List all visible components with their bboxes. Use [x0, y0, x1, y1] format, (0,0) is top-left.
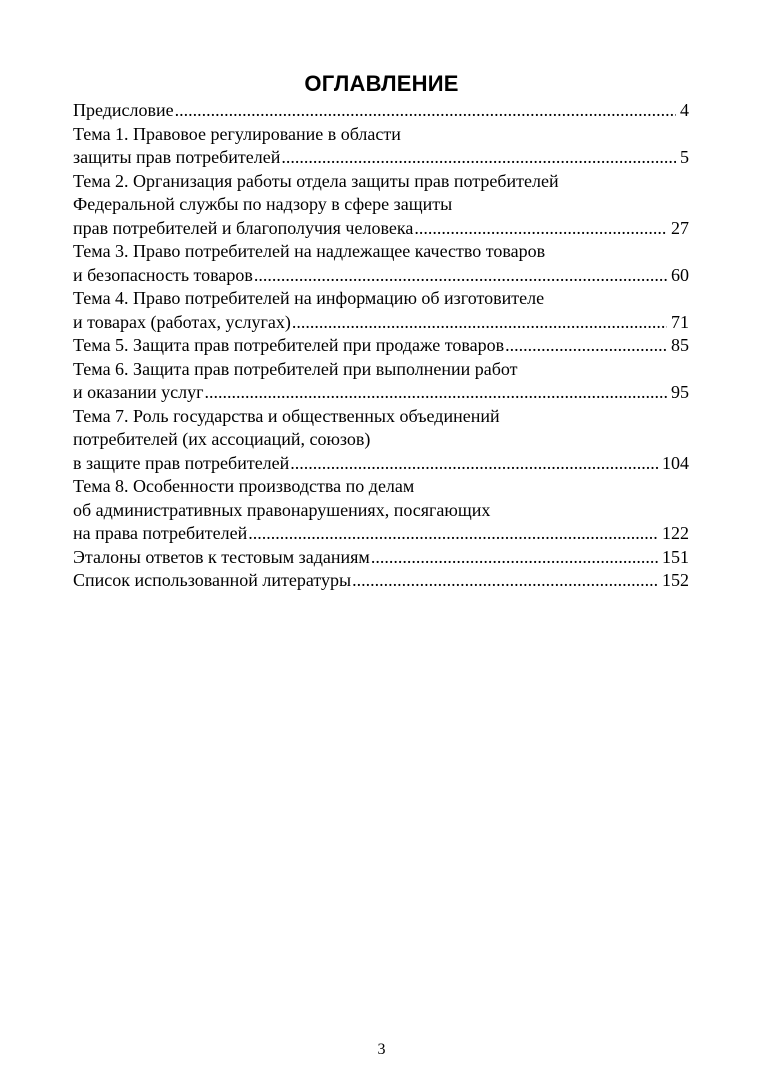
- toc-entry-title: на права потребителей: [73, 523, 248, 543]
- toc-page-number: 60: [671, 264, 689, 285]
- toc-entry: [73, 358, 689, 405]
- toc-page-number: 152: [662, 570, 689, 590]
- toc-entry: [73, 170, 689, 241]
- toc-entry-final-line: [73, 264, 689, 288]
- toc-entry-title: прав потребителей и благополучия человека: [73, 217, 414, 238]
- toc-entry-title: и безопасность товаров: [73, 264, 253, 285]
- toc-entry-line: Тема 7. Роль государства и общественных объединений: [73, 405, 500, 426]
- toc-entry-line: Тема 2. Организация работы отдела защиты прав потребителей: [73, 170, 559, 191]
- dot-leader: [505, 334, 667, 358]
- dot-leader: [175, 99, 676, 123]
- toc-page-number: 5: [680, 147, 689, 167]
- toc-page-number: 104: [662, 452, 689, 473]
- toc-entry-line: Тема 3. Право потребителей на надлежащее качество товаров: [73, 241, 546, 261]
- toc-page-number: 95: [671, 382, 689, 402]
- toc-page-number: 85: [671, 335, 689, 355]
- toc-page-number: 71: [671, 311, 689, 332]
- toc-entry-final-line: [73, 311, 689, 335]
- toc-page-number: 122: [662, 523, 689, 543]
- toc-entry-title: в защите прав потребителей: [73, 452, 290, 473]
- toc-entry-final-line: [73, 334, 689, 358]
- toc-entry-line: об административных правонарушениях, посягающих: [73, 499, 491, 520]
- page-number: 3: [377, 1041, 386, 1058]
- toc-entry: [73, 287, 689, 334]
- toc-entry-title: и оказании услуг: [73, 382, 204, 402]
- dot-leader: [352, 569, 658, 593]
- dot-leader: [292, 311, 667, 335]
- toc-entry-final-line: [73, 146, 689, 170]
- toc-entry-title: Эталоны ответов к тестовым заданиям: [73, 546, 370, 567]
- toc-entry: [73, 569, 689, 593]
- dot-leader: [248, 522, 658, 546]
- toc-entry: [73, 99, 689, 123]
- page-title: ОГЛАВЛЕНИЕ: [304, 70, 459, 96]
- toc-entry: [73, 240, 689, 287]
- toc-entry-line: Тема 4. Право потребителей на информацию об изготовителе: [73, 288, 545, 308]
- toc-page-number: 151: [662, 546, 689, 567]
- toc-entry: [73, 475, 689, 546]
- dot-leader: [414, 217, 667, 241]
- toc-entry-line: Тема 6. Защита прав потребителей при выполнении работ: [73, 358, 518, 379]
- dot-leader: [290, 452, 658, 476]
- toc-entry: [73, 546, 689, 570]
- toc-entry-title: защиты прав потребителей: [73, 147, 281, 167]
- toc-entry-final-line: [73, 381, 689, 405]
- toc-entry-title: Предисловие: [73, 100, 174, 120]
- toc-entry: [73, 334, 689, 358]
- dot-leader: [204, 381, 667, 405]
- dot-leader: [371, 546, 658, 570]
- dot-leader: [281, 146, 676, 170]
- toc-entry-final-line: [73, 546, 689, 570]
- toc-entry-title: Список использованной литературы: [73, 570, 352, 590]
- dot-leader: [254, 264, 667, 288]
- toc-entry-title: Тема 5. Защита прав потребителей при продаже товаров: [73, 335, 505, 355]
- toc-entry-title: и товарах (работах, услугах): [73, 311, 291, 332]
- table-of-contents: [73, 99, 689, 593]
- toc-entry-line: Тема 1. Правовое регулирование в области: [73, 123, 401, 144]
- toc-entry-final-line: [73, 522, 689, 546]
- toc-entry-line: Тема 8. Особенности производства по делам: [73, 476, 415, 496]
- toc-entry-line: потребителей (их ассоциаций, союзов): [73, 429, 371, 449]
- toc-entry: [73, 405, 689, 476]
- toc-entry-line: Федеральной службы по надзору в сфере защиты: [73, 194, 453, 214]
- toc-page-number: 27: [671, 217, 689, 238]
- toc-entry: [73, 123, 689, 170]
- toc-entry-final-line: [73, 217, 689, 241]
- toc-entry-final-line: [73, 569, 689, 593]
- toc-entry-final-line: [73, 452, 689, 476]
- toc-page-number: 4: [680, 100, 689, 120]
- toc-entry-final-line: [73, 99, 689, 123]
